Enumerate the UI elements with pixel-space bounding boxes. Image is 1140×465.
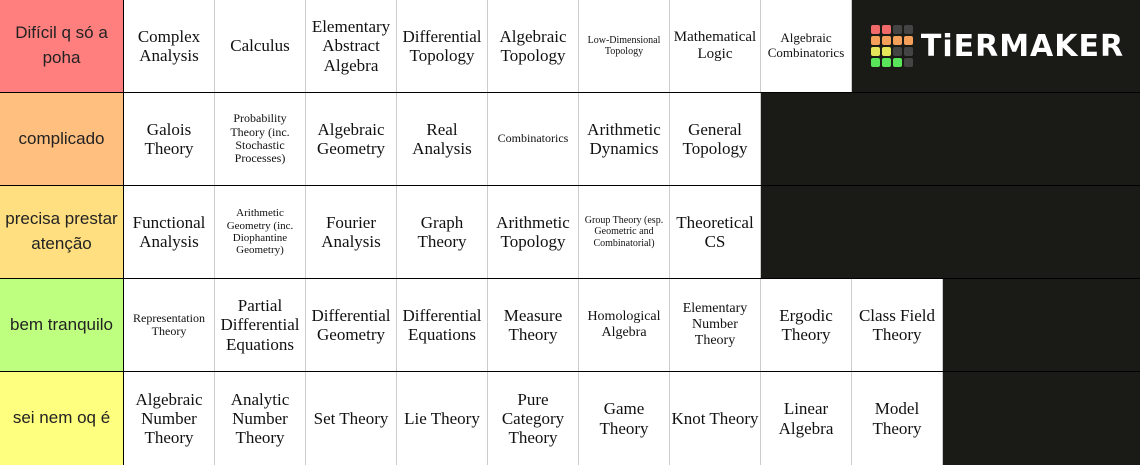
tier-label[interactable]: complicado (0, 93, 124, 185)
tier-label[interactable]: bem tranquilo (0, 279, 124, 371)
tier-row (0, 372, 1140, 465)
tier-item[interactable]: Differential Equations (397, 279, 488, 371)
tier-item[interactable]: Partial Differential Equations (215, 279, 306, 371)
tier-item[interactable]: General Topology (670, 93, 761, 185)
tier-item[interactable]: Functional Analysis (124, 186, 215, 278)
tier-label[interactable]: precisa prestar atenção (0, 186, 124, 278)
tier-item[interactable]: Arithmetic Topology (488, 186, 579, 278)
tier-item[interactable]: Game Theory (579, 372, 670, 465)
tier-item[interactable]: Galois Theory (124, 93, 215, 185)
tier-item[interactable]: Fourier Analysis (306, 186, 397, 278)
tier-item[interactable]: Calculus (215, 0, 306, 92)
tier-item[interactable]: Mathematical Logic (670, 0, 761, 92)
tier-label[interactable]: sei nem oq é (0, 372, 124, 465)
tier-items (124, 0, 1140, 92)
tier-row (0, 93, 1140, 186)
tier-label[interactable]: Difícil q só a poha (0, 0, 124, 92)
tier-item[interactable]: Low-Dimensional Topology (579, 0, 670, 92)
tier-item[interactable]: Algebraic Geometry (306, 93, 397, 185)
tier-item[interactable]: Set Theory (306, 372, 397, 465)
tier-item[interactable]: Elementary Abstract Algebra (306, 0, 397, 92)
tier-items (124, 372, 1140, 465)
tier-item[interactable]: Knot Theory (670, 372, 761, 465)
tier-items (124, 279, 1140, 371)
tier-item[interactable]: Homological Algebra (579, 279, 670, 371)
tier-item[interactable]: Complex Analysis (124, 0, 215, 92)
logo-text: TiERMAKER (920, 28, 1125, 64)
tier-item[interactable]: Model Theory (852, 372, 943, 465)
tier-row (0, 279, 1140, 372)
tiermaker-logo (855, 0, 1140, 92)
logo-grid-icon (871, 25, 913, 67)
tier-item[interactable]: Pure Category Theory (488, 372, 579, 465)
tier-item[interactable]: Arithmetic Geometry (inc. Diophantine Geometry) (215, 186, 306, 278)
tier-item[interactable]: Arithmetic Dynamics (579, 93, 670, 185)
tier-item[interactable]: Real Analysis (397, 93, 488, 185)
tier-item[interactable]: Analytic Number Theory (215, 372, 306, 465)
tier-item[interactable]: Linear Algebra (761, 372, 852, 465)
tier-item[interactable]: Ergodic Theory (761, 279, 852, 371)
tier-item[interactable]: Class Field Theory (852, 279, 943, 371)
tier-items (124, 93, 1140, 185)
tier-item[interactable]: Algebraic Topology (488, 0, 579, 92)
tier-item[interactable]: Differential Geometry (306, 279, 397, 371)
tier-item[interactable]: Algebraic Number Theory (124, 372, 215, 465)
tier-items (124, 186, 1140, 278)
tier-item[interactable]: Theoretical CS (670, 186, 761, 278)
tier-row (0, 0, 1140, 93)
tier-item[interactable]: Group Theory (esp. Geometric and Combinatorial) (579, 186, 670, 278)
tier-item[interactable]: Measure Theory (488, 279, 579, 371)
tier-item[interactable]: Representation Theory (124, 279, 215, 371)
tier-item[interactable]: Elementary Number Theory (670, 279, 761, 371)
tier-item[interactable]: Algebraic Combinatorics (761, 0, 852, 92)
tier-item[interactable]: Graph Theory (397, 186, 488, 278)
tier-row (0, 186, 1140, 279)
tier-item[interactable]: Probability Theory (inc. Stochastic Processes) (215, 93, 306, 185)
tier-item[interactable]: Lie Theory (397, 372, 488, 465)
tier-item[interactable]: Combinatorics (488, 93, 579, 185)
tier-item[interactable]: Differential Topology (397, 0, 488, 92)
